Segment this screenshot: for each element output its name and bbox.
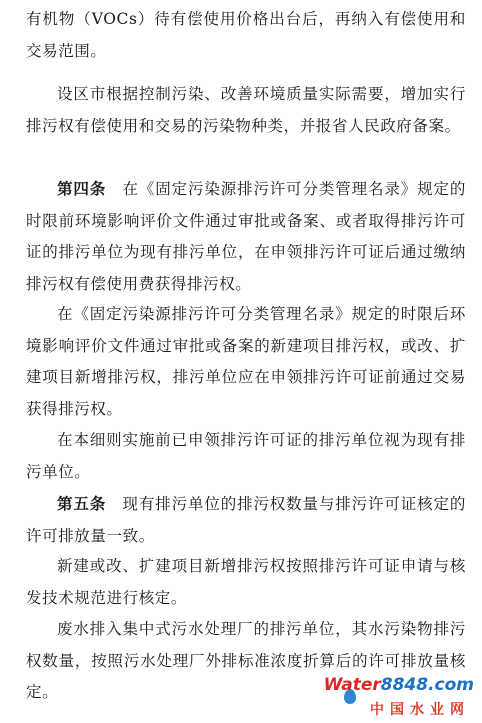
paragraph-article-4: 第四条 在《固定污染源排污许可分类管理名录》规定的时限前环境影响评价文件通过审批或备案、或者取得排污许可证的排污单位为现有排污单位，在申领排污许可证后通过缴纳排污权有偿使用费获得排污权。: [26, 179, 466, 293]
paragraph-7: 新建或改、扩建项目新增排污权按照排污许可证申请与核发技术规范进行核定。: [26, 557, 466, 607]
paragraph-8: 废水排入集中式污水处理厂的排污单位，其水污染物排污权数量，按照污水处理厂外排标准浓度折算后的许可排放量核定。: [26, 620, 466, 701]
watermark-logo: [323, 675, 476, 719]
paragraph-5: 在本细则实施前已申领排污许可证的排污单位视为现有排污单位。: [26, 431, 466, 481]
paragraph-4: 在《固定污染源排污许可分类管理名录》规定的时限后环境影响评价文件通过审批或备案的新建项目排污权，或改、扩建项目新增排污权，排污单位应在申领排污许可证前通过交易获得排污权。: [26, 305, 466, 418]
paragraph-1: 有机物（VOCs）待有偿使用价格出台后，再纳入有偿使用和交易范围。: [26, 10, 466, 60]
watermark-brand: Water8848.com: [323, 675, 474, 695]
watermark-cn: 中国水业网: [370, 702, 470, 718]
article-number: 第四条: [57, 179, 107, 198]
article-number: 第五条: [57, 494, 107, 513]
paragraph-2: 设区市根据控制污染、改善环境质量实际需要，增加实行排污权有偿使用和交易的污染物种类，并报省人民政府备案。: [26, 85, 466, 135]
paragraph-article-5: 第五条 现有排污单位的排污权数量与排污许可证核定的许可排放量一致。: [26, 494, 466, 545]
